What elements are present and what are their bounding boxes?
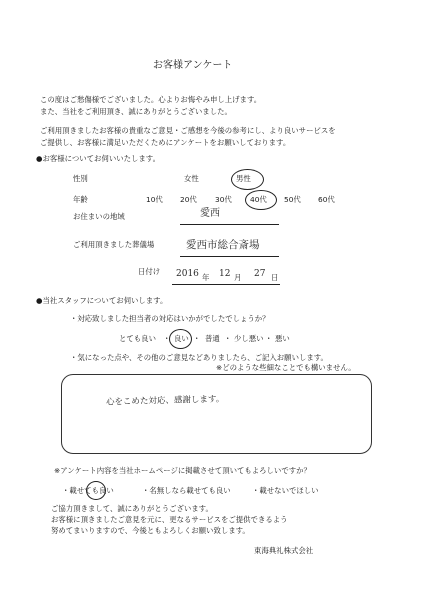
rating-separator: ・: [163, 334, 171, 343]
comment-text: 心をこめた対応、感謝します。: [105, 394, 225, 408]
q2-note: ※どのような些細なことでも構いません。: [216, 363, 356, 372]
company-name: 東海典礼株式会社: [254, 546, 314, 555]
age-option-50[interactable]: 50代: [284, 195, 301, 204]
closing-line-3: 努めてまいりますので、今後ともよろしくお願い致します。: [51, 526, 250, 535]
hall-value[interactable]: 愛西市総合斎場: [186, 239, 260, 251]
age-option-10[interactable]: 10代: [146, 195, 163, 204]
age-40-circle-mark: [245, 190, 277, 210]
section1-heading: ●お客様についてお伺いいたします。: [36, 154, 160, 163]
age-option-30[interactable]: 30代: [215, 195, 232, 204]
intro-line-2: また、当社をご利用頂き、誠にありがとうございました。: [40, 107, 232, 116]
gender-male[interactable]: 男性: [236, 174, 251, 183]
rating-normal[interactable]: 普通: [205, 334, 220, 343]
page-title: お客様アンケート: [153, 60, 233, 71]
date-month-unit: 月: [234, 273, 242, 282]
gender-label: 性別: [73, 174, 88, 183]
rating-good[interactable]: 良い: [174, 334, 189, 343]
rating-separator: ・: [224, 334, 232, 343]
intro-line-4: ご提供し、お客様に満足いただくためにアンケートをお願いしております。: [40, 138, 291, 147]
rating-separator: ・: [193, 334, 201, 343]
date-year-unit: 年: [202, 273, 210, 282]
rating-good-circle-mark: [169, 329, 192, 349]
age-label: 年齢: [73, 195, 88, 204]
gender-male-circle-mark: [231, 169, 264, 190]
closing-line-2: お客様に頂きましたご意見を元に、更なるサービスをご提供できるよう: [51, 515, 288, 524]
publish-question: ※アンケート内容を当社ホームページに掲載させて頂いてもよろしいですか？: [54, 466, 311, 475]
rating-bad[interactable]: 悪い: [275, 334, 290, 343]
publish-option-no[interactable]: ・載せないでほしい: [252, 486, 319, 495]
hall-label: ご利用頂きました葬儀場: [73, 240, 155, 249]
date-year-value[interactable]: 2016: [176, 269, 199, 279]
rating-very-good[interactable]: とても良い: [119, 334, 156, 343]
date-underline: [172, 284, 280, 285]
publish-option-ok[interactable]: ・載せても良い: [62, 486, 114, 495]
area-underline: [180, 224, 279, 225]
q1-text: ・対応致しました担当者の対応はいかがでしたでしょうか？: [70, 314, 270, 323]
age-option-40[interactable]: 40代: [250, 195, 267, 204]
section2-heading: ●当社スタッフについてお伺いします。: [36, 296, 168, 305]
rating-separator: ・: [265, 334, 273, 343]
date-month-value[interactable]: 12: [219, 269, 231, 279]
age-option-60[interactable]: 60代: [318, 195, 335, 204]
date-day-value[interactable]: 27: [254, 269, 266, 279]
area-value[interactable]: 愛西: [200, 208, 220, 219]
comment-box[interactable]: [61, 374, 372, 454]
age-option-20[interactable]: 20代: [180, 195, 197, 204]
publish-option-anonymous[interactable]: ・名無しなら載せても良い: [142, 486, 231, 495]
hall-underline: [180, 256, 279, 257]
q2-text: ・気になった点や、その他のご意見などありましたら、ご記入お願いします。: [70, 353, 328, 362]
date-day-unit: 日: [271, 273, 279, 282]
area-label: お住まいの地域: [73, 212, 125, 221]
publish-ok-circle-mark: [86, 481, 106, 500]
closing-line-1: ご協力頂きまして、誠にありがとうございます。: [51, 504, 213, 513]
date-label: 日付け: [138, 267, 161, 276]
rating-slightly-bad[interactable]: 少し悪い: [234, 334, 264, 343]
intro-line-3: ご利用頂きましたお客様の貴重なご意見・ご感想を今後の参考にし、より良いサービスを: [40, 126, 336, 135]
gender-female[interactable]: 女性: [184, 174, 199, 183]
intro-line-1: この度はご愁傷様でございました。心よりお悔やみ申し上げます。: [40, 95, 262, 104]
